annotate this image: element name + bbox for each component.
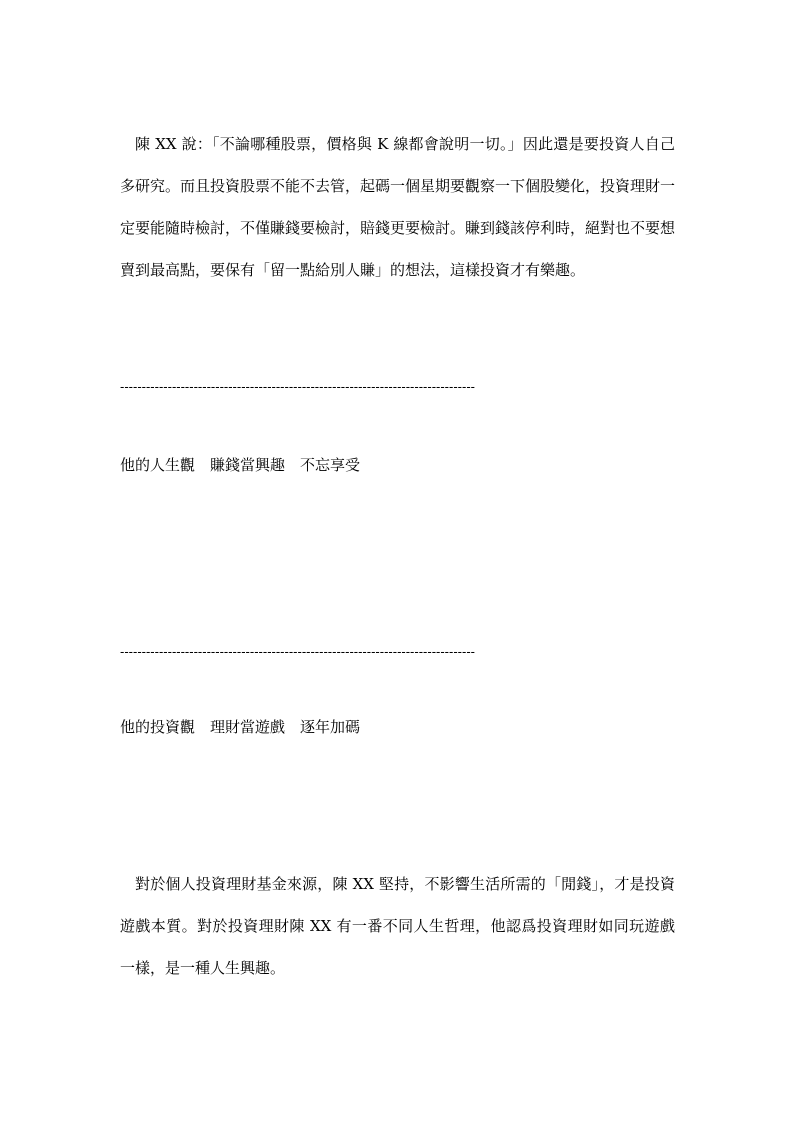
paragraph-investment-philosophy: 對於個人投資理財基金來源，陳 XX 堅持，不影響生活所需的「閒錢」，才是投資遊戲本質。對於投資理財陳 XX 有一番不同人生哲理，他認爲投資理財如同玩遊戲一樣，是一種人生興趣。 bbox=[120, 875, 675, 977]
dashed-divider: ---------------------------------------------------------------------------------- bbox=[120, 379, 475, 394]
paragraph-stock-advice: 陳 XX 說：「不論哪種股票，價格與 K 線都會說明一切。」因此還是要投資人自己多研究。而且投資股票不能不去管，起碼一個星期要觀察一下個股變化，投資理財一定要能隨時檢討，不僅賺錢要檢討，賠錢更要檢討。賺到錢該停利時，絕對也不要想賣到最高點，要保有「留一點給別人賺」的想法，這樣投資才有樂趣。 bbox=[120, 135, 676, 279]
section-heading-life-view: 他的人生觀 賺錢當興趣 不忘享受 bbox=[120, 456, 361, 474]
dashed-divider: ---------------------------------------------------------------------------------- bbox=[120, 644, 475, 659]
section-heading-investment-view: 他的投資觀 理財當遊戲 逐年加碼 bbox=[120, 718, 361, 736]
